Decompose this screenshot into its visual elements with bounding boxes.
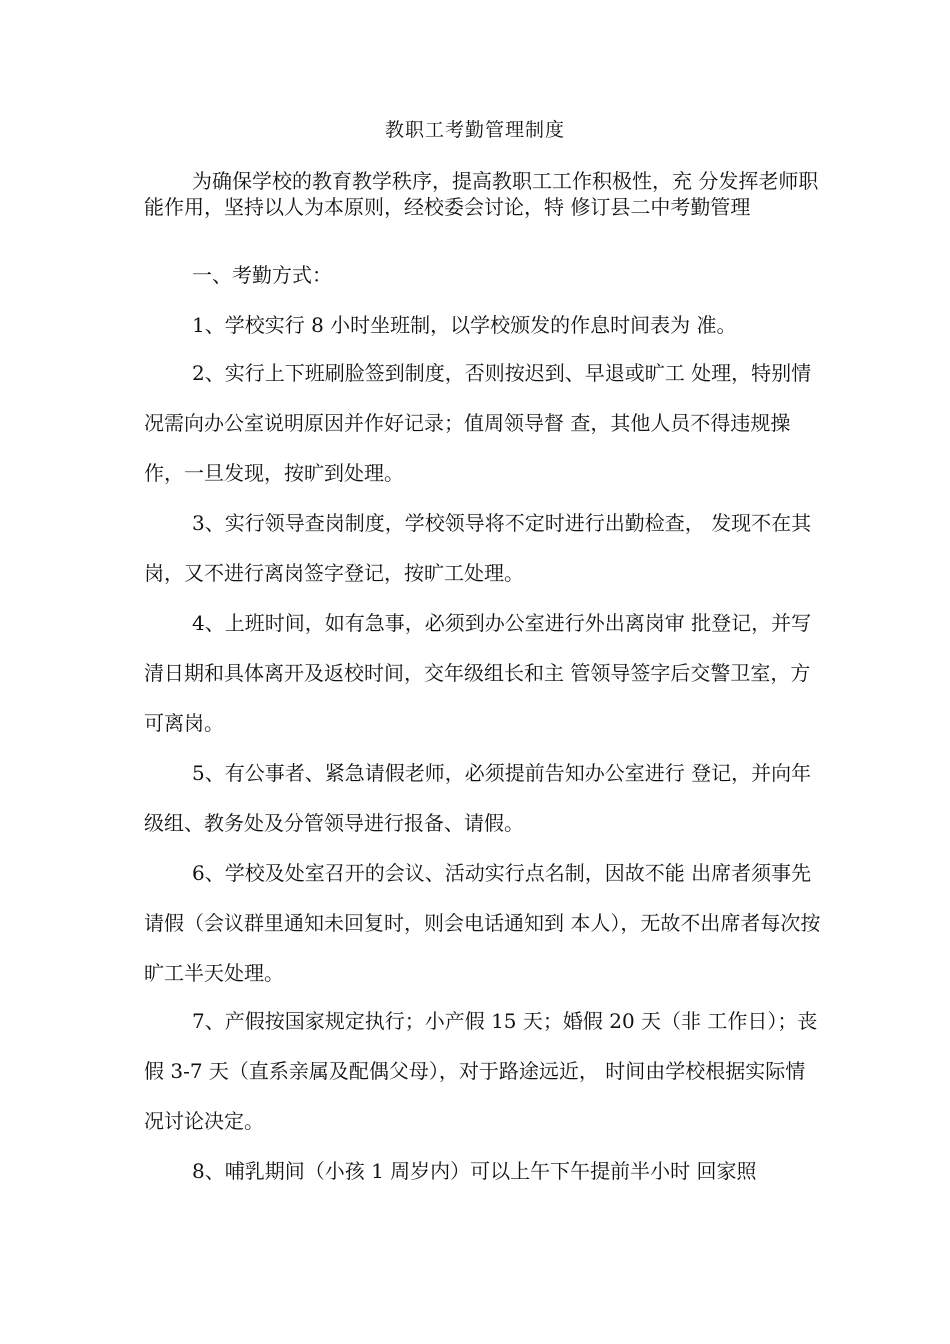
section-heading-attendance-method: 一、考勤方式： — [192, 263, 332, 287]
item-8: 8、哺乳期间（小孩 1 周岁内）可以上午下午提前半小时 回家照 — [192, 1159, 757, 1183]
intro-paragraph: 为确保学校的教育教学秩序，提高教职工工作积极性，充 分发挥老师职能作用，坚持以人为本原则，经校委会讨论，特 修订县二中考勤管理 — [144, 169, 819, 219]
item-2: 2、实行上下班刷脸签到制度，否则按迟到、早退或旷工 处理，特别情况需向办公室说明原因并作好记录；值周领导督 查，其他人员不得违规操作，一旦发现，按旷到处理。 — [144, 361, 812, 485]
item-3: 3、实行领导查岗制度，学校领导将不定时进行出勤检查， 发现不在其岗，又不进行离岗签字登记，按旷工处理。 — [144, 511, 812, 585]
item-6: 6、学校及处室召开的会议、活动实行点名制，因故不能 出席者须事先请假（会议群里通知未回复时，则会电话通知到 本人），无故不出席者每次按旷工半天处理。 — [144, 861, 821, 985]
item-7: 7、产假按国家规定执行；小产假 15 天；婚假 20 天（非 工作日）；丧假 3-7 天（直系亲属及配偶父母），对于路途远近， 时间由学校根据实际情况讨论决定。 — [144, 1009, 818, 1133]
document-title: 教职工考勤管理制度 — [384, 119, 565, 141]
item-5: 5、有公事者、紧急请假老师，必须提前告知办公室进行 登记，并向年级组、教务处及分管领导进行报备、请假。 — [144, 761, 812, 835]
item-4: 4、上班时间，如有急事，必须到办公室进行外出离岗审 批登记，并写清日期和具体离开及返校时间，交年级组长和主 管领导签字后交警卫室，方可离岗。 — [144, 611, 812, 735]
item-1: 1、学校实行 8 小时坐班制，以学校颁发的作息时间表为 准。 — [192, 313, 737, 337]
